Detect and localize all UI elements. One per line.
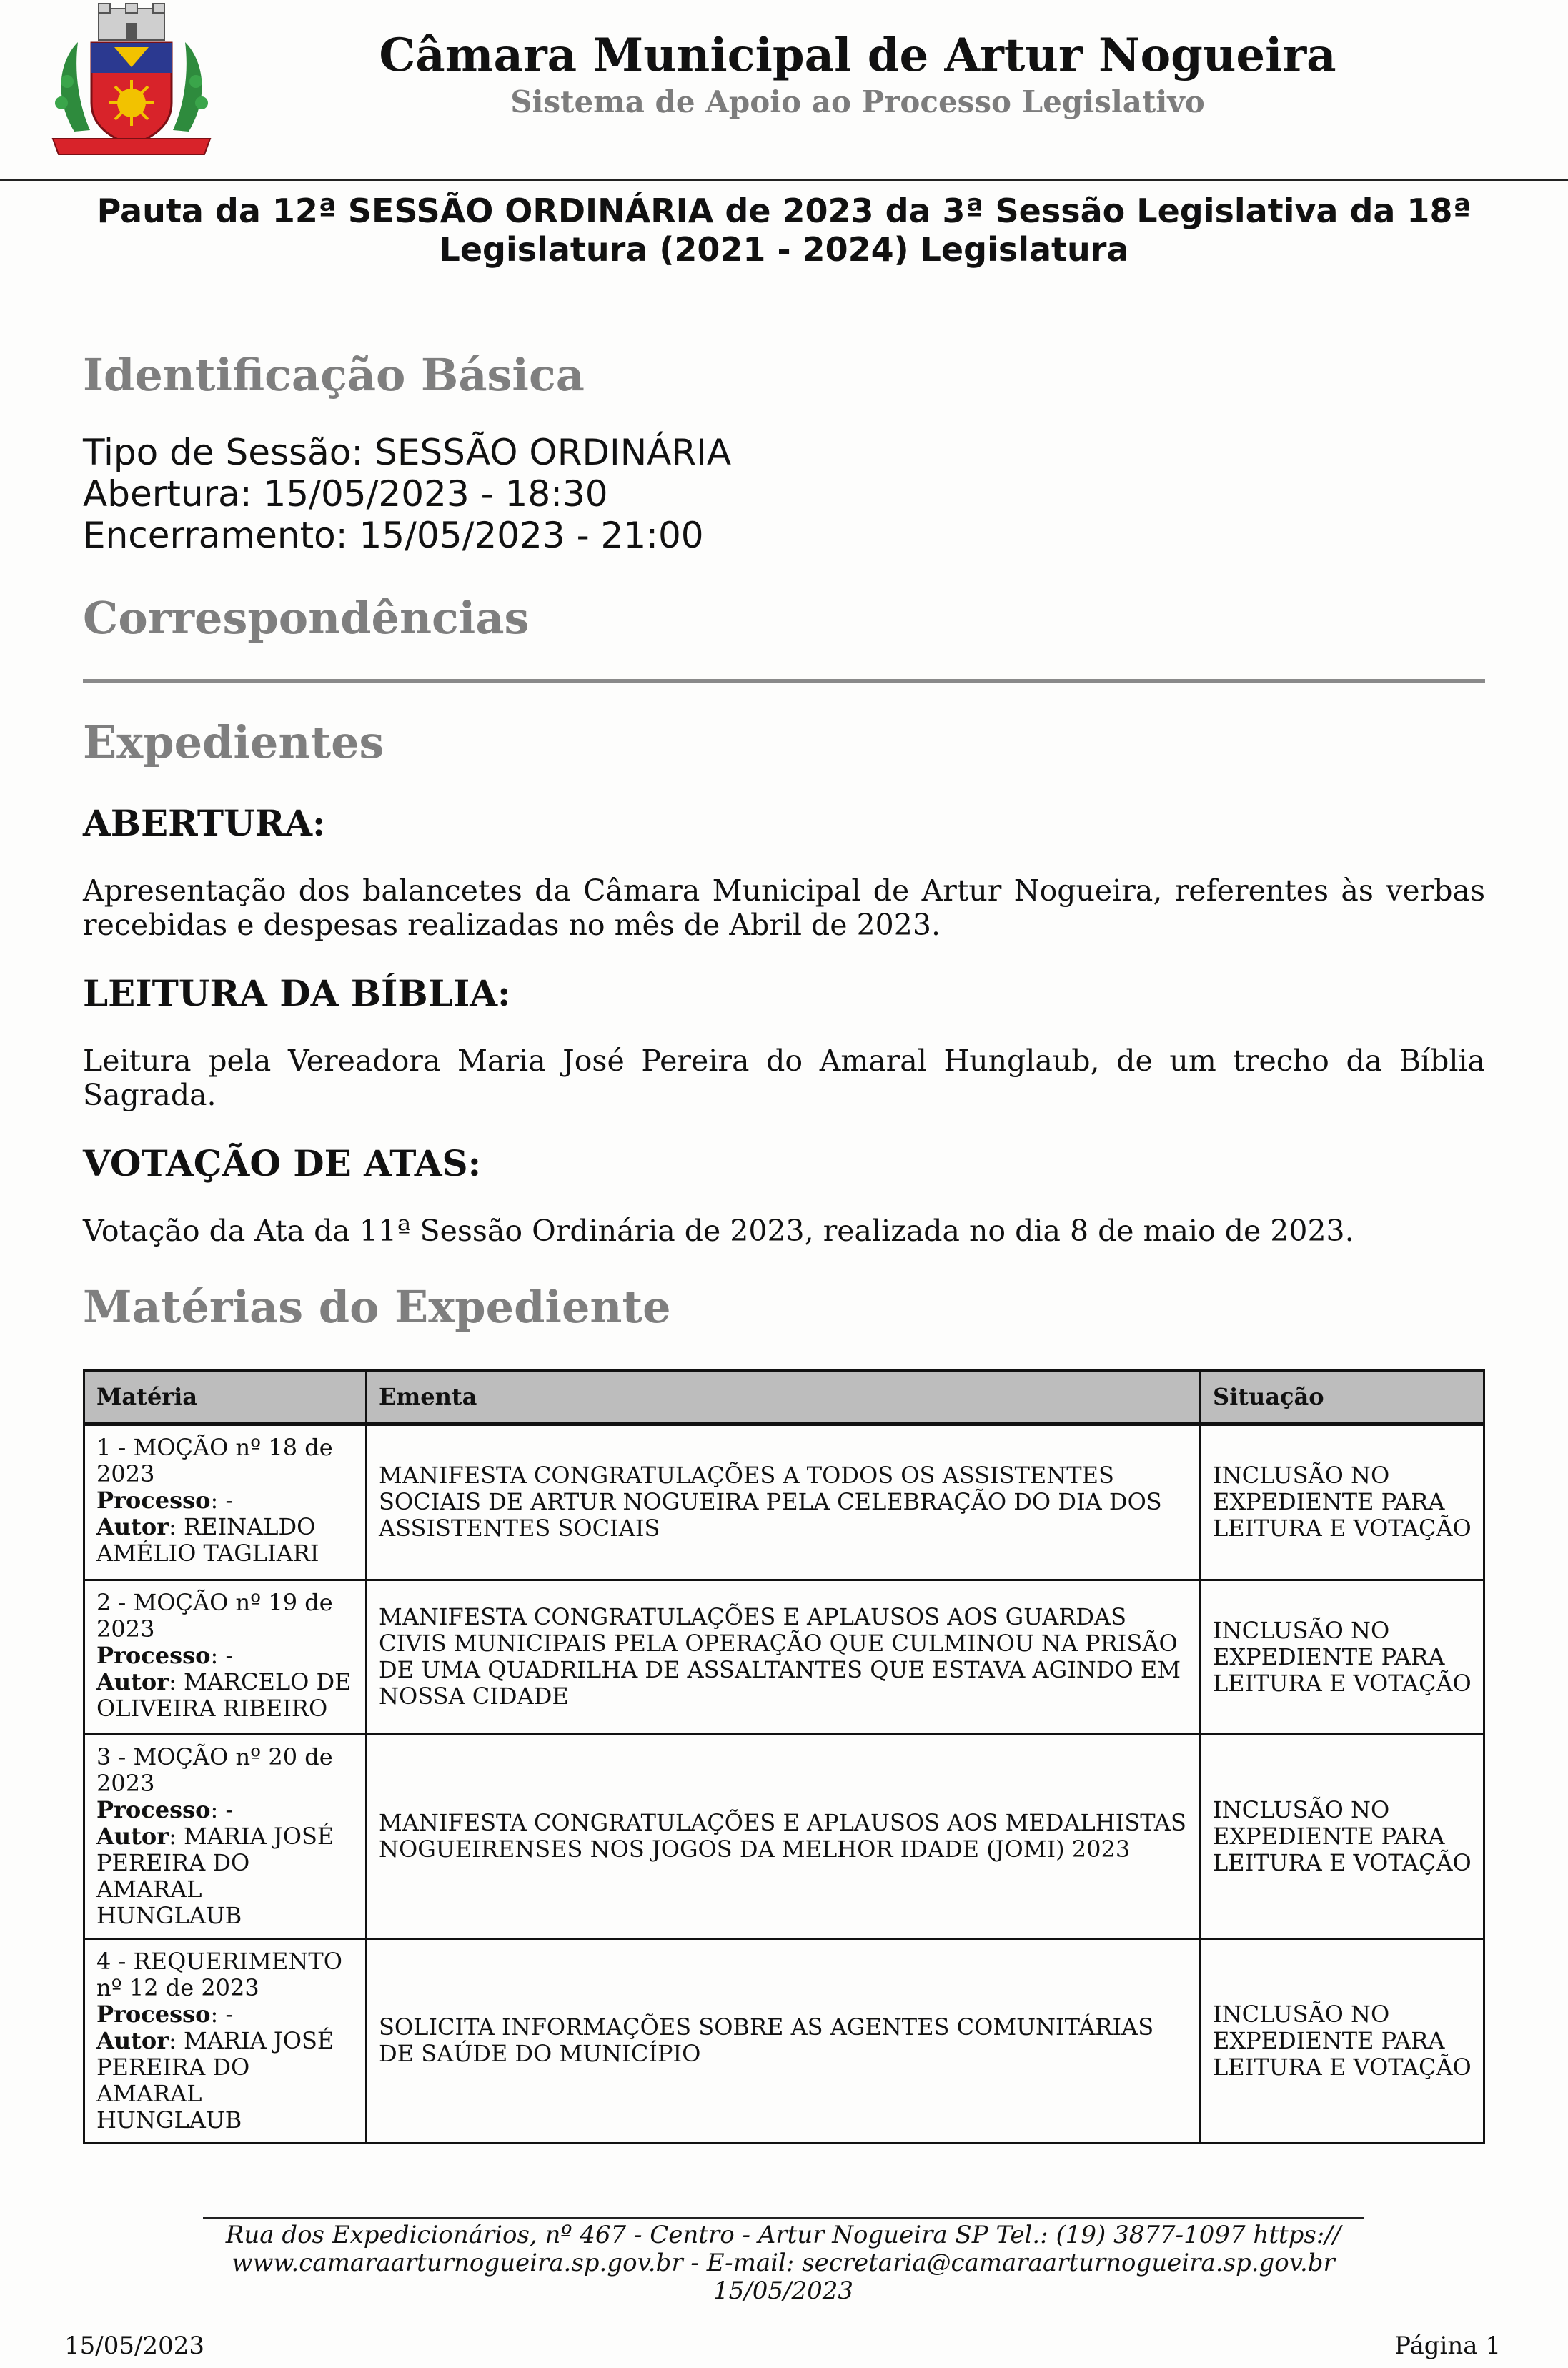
materia-cell (84, 1580, 367, 1734)
materia-title: 1 - MOÇÃO nº 18 de 2023 (96, 1434, 333, 1487)
biblia-text: Leitura pela Vereadora Maria José Pereira do Amaral Hunglaub, de um trecho da Bíblia Sagrada. (83, 1044, 1485, 1112)
processo-value: : - (210, 1487, 234, 1514)
atas-heading: VOTAÇÃO DE ATAS: (83, 1142, 482, 1184)
column-header-materia: Matéria (84, 1371, 367, 1425)
situacao-cell: INCLUSÃO NO EXPEDIENTE PARA LEITURA E VOTAÇÃO (1201, 1734, 1484, 1938)
materia-processo (96, 1797, 354, 1823)
ementa-cell: MANIFESTA CONGRATULAÇÕES A TODOS OS ASSISTENTES SOCIAIS DE ARTUR NOGUEIRA PELA CELEBRAÇÃO DO DIA DOS ASSISTENTES SOCIAIS (367, 1424, 1201, 1580)
situacao-cell: INCLUSÃO NO EXPEDIENTE PARA LEITURA E VOTAÇÃO (1201, 1580, 1484, 1734)
processo-value: : - (210, 1641, 234, 1669)
materia-autor (96, 1669, 354, 1722)
materia-cell (84, 1734, 367, 1938)
section-heading-correspondencias: Correspondências (83, 592, 530, 644)
biblia-heading: LEITURA DA BÍBLIA: (83, 972, 511, 1014)
footer-divider (203, 2217, 1364, 2219)
autor-value: : REINALDO AMÉLIO TAGLIARI (96, 1513, 319, 1567)
abertura-text: Apresentação dos balancetes da Câmara Municipal de Artur Nogueira, referentes às verbas recebidas e despesas realizadas no mês de Abril de 2023. (83, 873, 1485, 942)
footer-line2: www.camaraarturnogueira.sp.gov.br - E-mail: secretaria@camaraarturnogueira.sp.gov.br (232, 2249, 1335, 2277)
autor-value: : MARIA JOSÉ PEREIRA DO AMARAL HUNGLAUB (96, 1822, 334, 1929)
ementa-cell: SOLICITA INFORMAÇÕES SOBRE AS AGENTES COMUNITÁRIAS DE SAÚDE DO MUNICÍPIO (367, 1938, 1201, 2143)
table-row (84, 1424, 1484, 1580)
materias-table (83, 1369, 1485, 2144)
table-row (84, 1580, 1484, 1734)
session-opening: Abertura: 15/05/2023 - 18:30 (83, 473, 608, 515)
processo-label: Processo (96, 2000, 211, 2028)
section-heading-materias: Matérias do Expediente (83, 1281, 671, 1333)
materia-processo (96, 1643, 354, 1669)
footer-address (203, 2221, 1364, 2305)
footer-line3: 15/05/2023 (713, 2277, 853, 2305)
session-info (83, 432, 731, 556)
processo-label: Processo (96, 1487, 211, 1514)
coat-of-arms-icon (46, 3, 217, 169)
footer-date: 15/05/2023 (64, 2332, 204, 2360)
autor-label: Autor (96, 1513, 169, 1540)
header-divider (0, 179, 1568, 181)
processo-label: Processo (96, 1641, 211, 1669)
processo-value: : - (210, 2000, 234, 2028)
materia-processo (96, 1487, 354, 1514)
autor-label: Autor (96, 1822, 169, 1850)
materia-cell (84, 1938, 367, 2143)
table-row (84, 1734, 1484, 1938)
section-divider (83, 679, 1485, 683)
materia-title: 3 - MOÇÃO nº 20 de 2023 (96, 1743, 333, 1797)
ementa-cell: MANIFESTA CONGRATULAÇÕES E APLAUSOS AOS MEDALHISTAS NOGUEIRENSES NOS JOGOS DA MELHOR IDADE (JOMI) 2023 (367, 1734, 1201, 1938)
page-number: Página 1 (1394, 2332, 1501, 2360)
page-header (0, 0, 1568, 180)
abertura-heading: ABERTURA: (83, 802, 326, 844)
autor-label: Autor (96, 2026, 169, 2054)
chamber-name: Câmara Municipal de Artur Nogueira (379, 29, 1336, 82)
section-heading-expedientes: Expedientes (83, 716, 384, 768)
materia-title: 2 - MOÇÃO nº 19 de 2023 (96, 1588, 333, 1643)
materia-autor (96, 1823, 354, 1929)
system-subtitle: Sistema de Apoio ao Processo Legislativo (510, 84, 1205, 119)
autor-value: : MARCELO DE OLIVEIRA RIBEIRO (96, 1668, 352, 1722)
processo-label: Processo (96, 1795, 211, 1823)
atas-text: Votação da Ata da 11ª Sessão Ordinária de 2023, realizada no dia 8 de maio de 2023. (83, 1214, 1354, 1248)
materia-autor (96, 2028, 354, 2134)
processo-value: : - (210, 1795, 234, 1823)
materia-title: 4 - REQUERIMENTO nº 12 de 2023 (96, 1947, 342, 2001)
situacao-cell: INCLUSÃO NO EXPEDIENTE PARA LEITURA E VOTAÇÃO (1201, 1938, 1484, 2143)
table-header-row (84, 1371, 1484, 1425)
ementa-cell: MANIFESTA CONGRATULAÇÕES E APLAUSOS AOS GUARDAS CIVIS MUNICIPAIS PELA OPERAÇÃO QUE CULMINOU NA PRISÃO DE UMA QUADRILHA DE ASSALTANTES QUE ESTAVA AGINDO EM NOSSA CIDADE (367, 1580, 1201, 1734)
session-closing: Encerramento: 15/05/2023 - 21:00 (83, 515, 704, 556)
column-header-situacao: Situação (1201, 1371, 1484, 1425)
situacao-cell: INCLUSÃO NO EXPEDIENTE PARA LEITURA E VOTAÇÃO (1201, 1424, 1484, 1580)
materia-cell (84, 1424, 367, 1580)
autor-label: Autor (96, 1668, 169, 1695)
autor-value: : MARIA JOSÉ PEREIRA DO AMARAL HUNGLAUB (96, 2026, 334, 2134)
footer-line1: Rua dos Expedicionários, nº 467 - Centro - Artur Nogueira SP Tel.: (19) 3877-1097 https:// (225, 2221, 1341, 2249)
column-header-ementa: Ementa (367, 1371, 1201, 1425)
session-type: Tipo de Sessão: SESSÃO ORDINÁRIA (83, 432, 732, 473)
section-heading-identificacao: Identificação Básica (83, 349, 585, 401)
materia-autor (96, 1514, 354, 1567)
pauta-title (83, 192, 1485, 269)
materia-processo (96, 2001, 354, 2028)
pauta-title-line2: Legislatura (2021 - 2024) Legislatura (439, 230, 1129, 269)
pauta-title-line1: Pauta da 12ª SESSÃO ORDINÁRIA de 2023 da 3ª Sessão Legislativa da 18ª (96, 192, 1472, 230)
table-row (84, 1938, 1484, 2143)
